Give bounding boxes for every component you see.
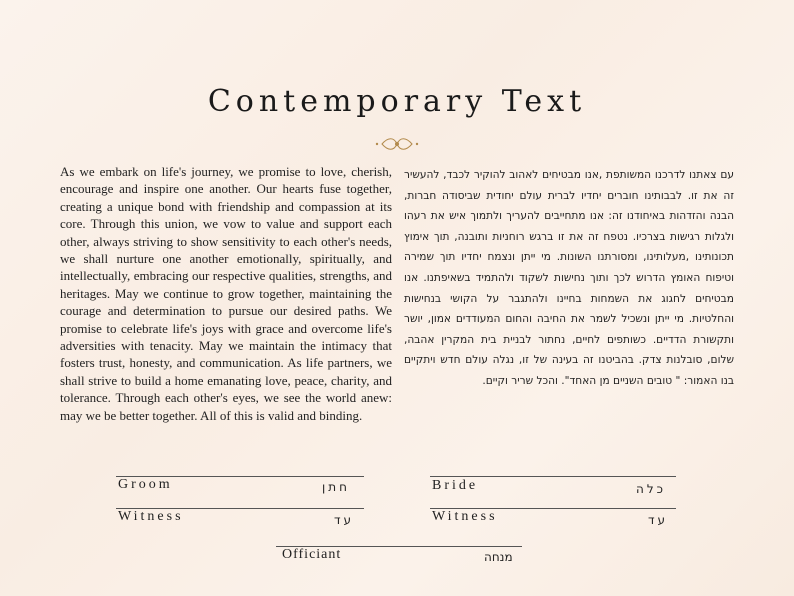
groom-label: Groom — [118, 477, 173, 492]
ornament-divider — [232, 133, 562, 155]
officiant-hebrew-label: מנחה — [484, 550, 513, 564]
witness-left-label: Witness — [118, 509, 184, 524]
witness-left-hebrew-label: עד — [334, 513, 355, 527]
bride-label: Bride — [432, 478, 479, 493]
english-text: As we embark on life's journey, we promise to love, cherish, encourage and inspire one another. Our hearts fuse together, creating a unique bond with friendship and compassion at its core. Through this union, we vow to value and support each other, always striving to show sensitivity to each other's needs, we shall nurture one another emotionally, spiritually, and intellectually, embracing our respective qualities, strengths, and heritages. May we continue to grow together, maintaining the courage and determination to pursue our desired paths. We promise to celebrate life's joys with grace and overcome life's adversities with tenacity. May we maintain the intimacy that fosters trust, honesty, and communication. As life partners, we shall strive to build a home emanating love, peace, charity, and tolerance. Through each other's eyes, we see the world anew: may we be better together. All of this is valid and binding. — [60, 164, 392, 423]
document-title: Contemporary Text — [207, 84, 587, 119]
witness-right-label: Witness — [432, 509, 498, 524]
officiant-label: Officiant — [282, 547, 342, 562]
bride-hebrew-label: כלה — [636, 482, 667, 496]
groom-hebrew-label: חתן — [322, 480, 350, 494]
bride-signature-line[interactable] — [430, 476, 676, 477]
hebrew-text: עם צאתנו לדרכנו המשותפת ,אנו מבטיחים לאהוב להוקיר לכבד, להעשיר זה את זו. לבבותינו חוברים יחדיו לברית עולם יחודית שביסודה חברות, הבנה והזדהות באיחודנו זה: אנו מתחייבים להעריך ולתמוך איש את רעהו ולגלות רגישות בצרכיו. נטפח זה את זו ברגש רוחניות ותובנה, תוך אימוץ תכונותינו ,מעלותינו, ומסורתנו השונות. מי ייתן ונצמח יחדיו תוך שמירה וטיפוח האומץ הדרוש לכך ותוך נחישות לשקוד ולהתמיד בשאיפתנו. אנו מבטיחים לחגוג את השמחות בחיינו ולהתגבר על הקושי בנחישות והחלטיות. מי ייתן ונשכיל לשמר את החיבה והחום המעודדים אמון, יושר ותקשורת הדדיים. כשותפים לחיים, נחתור לבניית בית המקרין אהבה, שלום, סובלנות צדק. בהביטנו זה בעינה של זו, נגלה עולם חדש ויתקיים בנו האמור: " טובים השניים מן האחד". והכל שריר וקיים. — [404, 169, 734, 387]
witness-right-hebrew-label: עד — [648, 513, 669, 527]
